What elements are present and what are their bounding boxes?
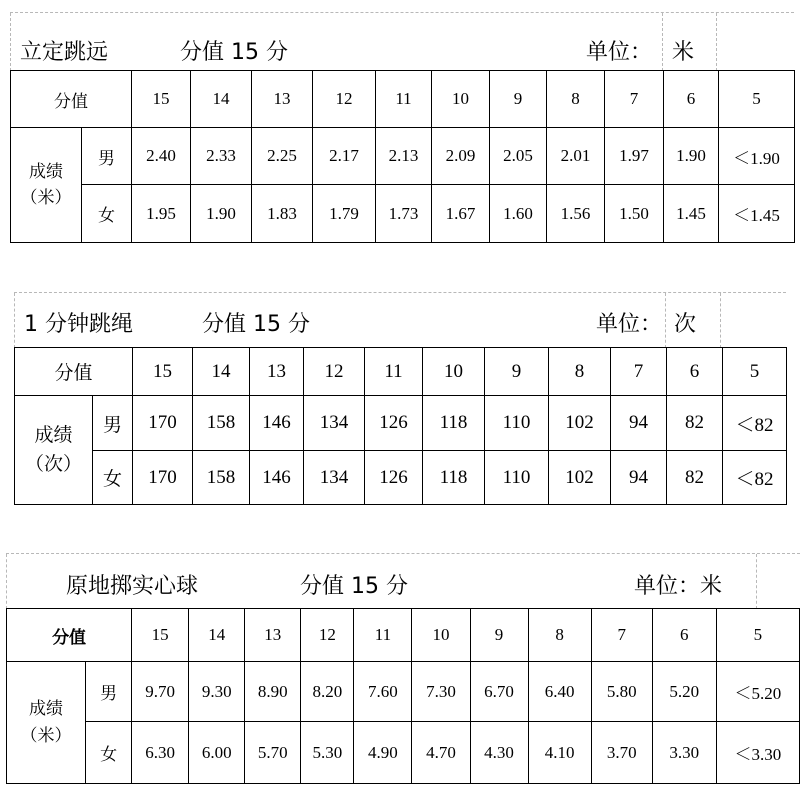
score-note: 分值 15 分: [300, 574, 408, 599]
male-value: 158: [193, 396, 250, 451]
score-cell: 9: [490, 71, 547, 128]
male-row: [11, 128, 795, 185]
female-value: 1.90: [191, 185, 252, 243]
score-cell: 12: [304, 348, 365, 396]
female-value: 126: [365, 451, 423, 505]
male-value: 9.30: [189, 662, 245, 722]
section-title: 立定跳远: [20, 40, 109, 65]
result-label: [15, 396, 93, 505]
female-value: 158: [193, 451, 250, 505]
score-cell: 12: [301, 609, 354, 662]
score-cell: 10: [412, 609, 470, 662]
female-value: 110: [485, 451, 549, 505]
score-cell: 6: [664, 71, 719, 128]
female-value: 1.50: [605, 185, 664, 243]
male-value: 2.01: [547, 128, 605, 185]
score-note: 分值 15 分: [180, 40, 288, 65]
female-value: 4.70: [412, 722, 470, 784]
male-value: 2.09: [432, 128, 490, 185]
header-left-divider: [14, 293, 15, 348]
result-label-line2: （次）: [24, 453, 82, 475]
male-value: 7.60: [354, 662, 412, 722]
female-row: [7, 722, 800, 784]
header-left-divider: [6, 554, 7, 609]
male-label: 男: [93, 396, 133, 451]
female-value: 1.73: [376, 185, 432, 243]
female-label: 女: [82, 185, 132, 243]
male-value: 7.30: [412, 662, 470, 722]
score-header: 分值: [11, 71, 132, 128]
unit-label: 单位：: [596, 312, 663, 337]
score-row: [7, 609, 800, 662]
scoring-table: [10, 70, 795, 243]
score-cell: 8: [549, 348, 611, 396]
male-value: 126: [365, 396, 423, 451]
female-value: 146: [250, 451, 304, 505]
male-value: 1.90: [664, 128, 719, 185]
female-label: 女: [86, 722, 132, 784]
score-cell: 5: [723, 348, 787, 396]
score-cell: 5: [719, 71, 795, 128]
male-value: 8.20: [301, 662, 354, 722]
score-cell: 10: [432, 71, 490, 128]
score-row: [11, 71, 795, 128]
score-note: 分值 15 分: [202, 312, 310, 337]
female-row: [11, 185, 795, 243]
male-value: 2.25: [252, 128, 313, 185]
score-cell: 7: [605, 71, 664, 128]
female-value: 1.56: [547, 185, 605, 243]
male-value: 2.17: [313, 128, 376, 185]
male-value: 5.80: [591, 662, 652, 722]
header-divider: [716, 13, 717, 71]
scoring-table: [6, 608, 800, 784]
score-cell: 15: [132, 609, 189, 662]
female-value: 3.30: [652, 722, 716, 784]
score-row: [15, 348, 787, 396]
male-value: 102: [549, 396, 611, 451]
scoring-table: [14, 347, 787, 505]
section-title: 原地掷实心球: [66, 574, 199, 599]
score-cell: 14: [189, 609, 245, 662]
score-cell: 15: [133, 348, 193, 396]
score-header: 分值: [7, 609, 132, 662]
result-label-line1: 成绩: [34, 423, 73, 446]
male-value: 2.05: [490, 128, 547, 185]
header-divider: [665, 293, 666, 348]
male-value: 1.97: [605, 128, 664, 185]
unit-value: 次: [674, 312, 697, 337]
score-cell: 7: [591, 609, 652, 662]
male-value: 118: [423, 396, 485, 451]
female-value: 6.00: [189, 722, 245, 784]
male-value: 170: [133, 396, 193, 451]
score-cell: 11: [376, 71, 432, 128]
female-value: 1.79: [313, 185, 376, 243]
female-value: 4.30: [470, 722, 528, 784]
male-value: 146: [250, 396, 304, 451]
female-label: 女: [93, 451, 133, 505]
unit-label: 单位：米: [634, 574, 723, 599]
male-value: 5.20: [652, 662, 716, 722]
female-value: 1.67: [432, 185, 490, 243]
score-cell: 13: [250, 348, 304, 396]
male-label: 男: [86, 662, 132, 722]
score-cell: 8: [528, 609, 591, 662]
female-value: ＜82: [723, 451, 787, 505]
section-header: [14, 292, 786, 348]
result-label-line1: 成绩: [29, 161, 63, 182]
female-value: 1.83: [252, 185, 313, 243]
score-cell: 10: [423, 348, 485, 396]
female-value: 102: [549, 451, 611, 505]
male-row: [15, 396, 787, 451]
female-value: 1.95: [132, 185, 191, 243]
male-label: 男: [82, 128, 132, 185]
standing-long-jump-section: [10, 12, 794, 242]
male-value: ＜82: [723, 396, 787, 451]
female-value: 134: [304, 451, 365, 505]
female-value: 1.45: [664, 185, 719, 243]
score-cell: 9: [470, 609, 528, 662]
male-value: 134: [304, 396, 365, 451]
female-value: 118: [423, 451, 485, 505]
male-row: [7, 662, 800, 722]
female-value: 5.70: [245, 722, 301, 784]
female-value: ＜1.45: [719, 185, 795, 243]
one-minute-rope-skipping-section: [14, 292, 786, 504]
section-header: [6, 553, 800, 609]
female-value: 6.30: [132, 722, 189, 784]
female-value: 94: [611, 451, 667, 505]
male-value: 8.90: [245, 662, 301, 722]
female-row: [15, 451, 787, 505]
shot-put-section: [6, 553, 800, 783]
female-value: 82: [667, 451, 723, 505]
score-cell: 12: [313, 71, 376, 128]
male-value: 2.40: [132, 128, 191, 185]
female-value: 170: [133, 451, 193, 505]
female-value: 3.70: [591, 722, 652, 784]
score-cell: 15: [132, 71, 191, 128]
header-divider: [756, 554, 757, 609]
score-cell: 6: [652, 609, 716, 662]
male-value: 94: [611, 396, 667, 451]
female-value: 4.90: [354, 722, 412, 784]
male-value: 9.70: [132, 662, 189, 722]
header-left-divider: [10, 13, 11, 71]
score-cell: 11: [354, 609, 412, 662]
female-value: 1.60: [490, 185, 547, 243]
result-label: [11, 128, 82, 243]
female-value: ＜3.30: [716, 722, 799, 784]
score-cell: 7: [611, 348, 667, 396]
header-divider: [662, 13, 663, 71]
score-cell: 5: [716, 609, 799, 662]
score-cell: 6: [667, 348, 723, 396]
unit-value: 米: [672, 40, 695, 65]
male-value: ＜1.90: [719, 128, 795, 185]
score-cell: 8: [547, 71, 605, 128]
male-value: 2.13: [376, 128, 432, 185]
result-label: [7, 662, 86, 784]
male-value: 82: [667, 396, 723, 451]
section-header: [10, 12, 794, 71]
result-label-line2: （米）: [20, 188, 72, 208]
female-value: 4.10: [528, 722, 591, 784]
female-value: 5.30: [301, 722, 354, 784]
male-value: 2.33: [191, 128, 252, 185]
result-label-line1: 成绩: [29, 699, 64, 720]
score-cell: 13: [252, 71, 313, 128]
male-value: 6.70: [470, 662, 528, 722]
score-cell: 14: [193, 348, 250, 396]
score-header: 分值: [15, 348, 133, 396]
score-cell: 9: [485, 348, 549, 396]
male-value: 6.40: [528, 662, 591, 722]
result-label-line2: （米）: [20, 725, 72, 746]
score-cell: 11: [365, 348, 423, 396]
score-cell: 13: [245, 609, 301, 662]
section-title: 1 分钟跳绳: [24, 312, 133, 337]
male-value: ＜5.20: [716, 662, 799, 722]
unit-label: 单位：: [586, 40, 653, 65]
header-divider: [720, 293, 721, 348]
male-value: 110: [485, 396, 549, 451]
score-cell: 14: [191, 71, 252, 128]
